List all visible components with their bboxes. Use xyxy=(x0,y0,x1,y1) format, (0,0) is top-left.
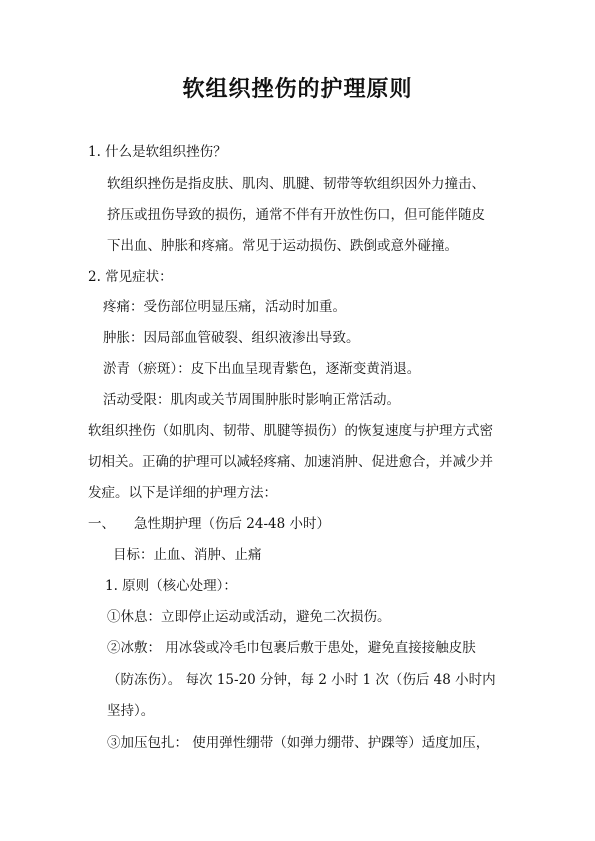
principle-heading: 1. 原则（核心处理）： xyxy=(105,578,237,594)
item-ice-line-3: 坚持）。 xyxy=(107,703,155,719)
item-ice-line-2: （防冻伤）。 每次 15-20 分钟，每 2 小时 1 次（伤后 48 小时内 xyxy=(107,672,496,688)
item-ice-line-1: ②冰敷： 用冰袋或冷毛巾包裹后敷于患处，避免直接接触皮肤 xyxy=(107,640,476,656)
symptom-limited-movement: 活动受限：肌肉或关节周围肿胀时影响正常活动。 xyxy=(103,392,400,408)
phase-1-goal: 目标：止血、消肿、止痛 xyxy=(113,547,262,563)
item-compression-line-1: ③加压包扎： 使用弹性绷带（如弹力绷带、护踝等）适度加压， xyxy=(107,735,490,751)
phase-1-number: 一、 xyxy=(88,516,115,532)
item-rest: ①休息：立即停止运动或活动，避免二次损伤。 xyxy=(107,609,391,625)
document-title: 软组织挫伤的护理原则 xyxy=(182,76,413,102)
section-1-text-line-1: 软组织挫伤是指皮肤、肌肉、肌腱、韧带等软组织因外力撞击、 xyxy=(107,176,485,192)
symptom-pain: 疼痛：受伤部位明显压痛，活动时加重。 xyxy=(103,299,346,315)
symptom-bruising: 淤青（瘀斑）：皮下出血呈现青紫色，逐渐变黄消退。 xyxy=(103,361,421,377)
section-1-text-line-2: 挤压或扭伤导致的损伤，通常不伴有开放性伤口，但可能伴随皮 xyxy=(107,207,485,223)
section-1-text-line-3: 下出血、肿胀和疼痛。常见于运动损伤、跌倒或意外碰撞。 xyxy=(107,238,458,254)
section-2-heading: 2. 常见症状： xyxy=(88,269,173,285)
intro-line-1: 软组织挫伤（如肌肉、韧带、肌腱等损伤）的恢复速度与护理方式密 xyxy=(88,423,493,439)
section-1-heading: 1. 什么是软组织挫伤？ xyxy=(88,144,227,160)
symptom-swelling: 肿胀：因局部血管破裂、组织液渗出导致。 xyxy=(103,330,360,346)
intro-line-3: 发症。以下是详细的护理方法： xyxy=(88,485,277,501)
intro-line-2: 切相关。正确的护理可以减轻疼痛、加速消肿、促进愈合，并减少并 xyxy=(88,454,493,470)
phase-1-heading: 急性期护理（伤后 24-48 小时） xyxy=(134,516,331,532)
